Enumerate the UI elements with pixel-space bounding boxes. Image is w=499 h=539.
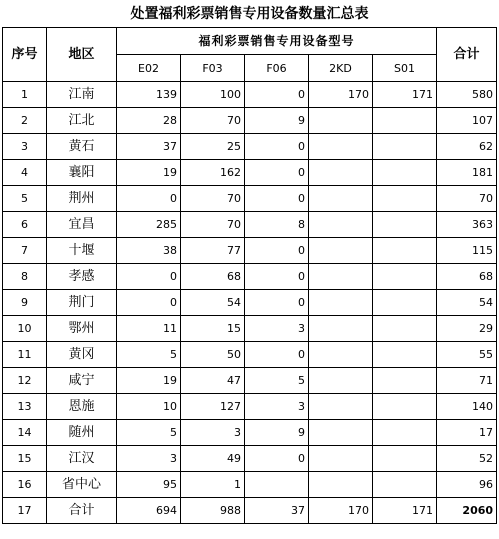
row-value-e02: 139 (117, 82, 181, 108)
row-region: 十堰 (47, 238, 117, 264)
row-total: 181 (437, 160, 497, 186)
row-value-f03: 127 (181, 394, 245, 420)
row-value-f03: 988 (181, 498, 245, 524)
row-value-2kd (309, 342, 373, 368)
row-value-f03: 50 (181, 342, 245, 368)
row-seq: 15 (3, 446, 47, 472)
table-row (3, 82, 497, 108)
row-seq: 2 (3, 108, 47, 134)
table-row (3, 212, 497, 238)
row-seq: 16 (3, 472, 47, 498)
row-value-e02: 285 (117, 212, 181, 238)
row-seq: 10 (3, 316, 47, 342)
row-region: 荆门 (47, 290, 117, 316)
row-seq: 5 (3, 186, 47, 212)
row-value-2kd (309, 238, 373, 264)
row-value-f03: 15 (181, 316, 245, 342)
row-region: 江汉 (47, 446, 117, 472)
row-value-e02: 5 (117, 420, 181, 446)
row-region: 咸宁 (47, 368, 117, 394)
table-row (3, 160, 497, 186)
row-value-s01 (373, 108, 437, 134)
row-total: 29 (437, 316, 497, 342)
row-value-2kd (309, 108, 373, 134)
row-value-f03: 100 (181, 82, 245, 108)
row-value-f03: 54 (181, 290, 245, 316)
header-total: 合计 (437, 28, 497, 82)
table-row (3, 134, 497, 160)
row-value-f06: 0 (245, 134, 309, 160)
row-value-e02: 37 (117, 134, 181, 160)
row-value-f03: 3 (181, 420, 245, 446)
summary-table (2, 27, 497, 524)
header-model-f03: F03 (181, 55, 245, 82)
row-value-s01 (373, 342, 437, 368)
row-value-s01 (373, 368, 437, 394)
row-region: 江南 (47, 82, 117, 108)
row-value-f06: 3 (245, 316, 309, 342)
row-region: 恩施 (47, 394, 117, 420)
row-region: 襄阳 (47, 160, 117, 186)
row-total: 96 (437, 472, 497, 498)
row-value-2kd (309, 212, 373, 238)
row-total: 140 (437, 394, 497, 420)
table-row (3, 264, 497, 290)
row-value-s01 (373, 264, 437, 290)
row-value-2kd (309, 316, 373, 342)
row-value-e02: 0 (117, 264, 181, 290)
row-value-s01 (373, 290, 437, 316)
table-row (3, 394, 497, 420)
row-region: 孝感 (47, 264, 117, 290)
row-value-f03: 25 (181, 134, 245, 160)
row-value-e02: 10 (117, 394, 181, 420)
row-value-s01: 171 (373, 82, 437, 108)
row-region: 随州 (47, 420, 117, 446)
row-value-s01 (373, 316, 437, 342)
header-model-s01: S01 (373, 55, 437, 82)
row-seq: 6 (3, 212, 47, 238)
row-value-2kd (309, 264, 373, 290)
row-value-s01: 171 (373, 498, 437, 524)
row-value-f06: 0 (245, 342, 309, 368)
header-seq: 序号 (3, 28, 47, 82)
header-model-2kd: 2KD (309, 55, 373, 82)
row-value-s01 (373, 472, 437, 498)
row-region: 合计 (47, 498, 117, 524)
header-model-e02: E02 (117, 55, 181, 82)
row-total: 115 (437, 238, 497, 264)
row-value-f03: 68 (181, 264, 245, 290)
row-seq: 11 (3, 342, 47, 368)
row-region: 荆州 (47, 186, 117, 212)
row-value-2kd (309, 420, 373, 446)
row-value-f03: 77 (181, 238, 245, 264)
row-value-f03: 70 (181, 108, 245, 134)
row-seq: 17 (3, 498, 47, 524)
row-value-f06: 5 (245, 368, 309, 394)
row-seq: 4 (3, 160, 47, 186)
table-row (3, 290, 497, 316)
row-value-e02: 0 (117, 290, 181, 316)
row-value-f03: 70 (181, 186, 245, 212)
row-value-f06: 0 (245, 446, 309, 472)
row-total: 52 (437, 446, 497, 472)
row-value-s01 (373, 134, 437, 160)
row-value-2kd (309, 134, 373, 160)
row-region: 黄石 (47, 134, 117, 160)
row-value-f06: 9 (245, 420, 309, 446)
row-value-e02: 19 (117, 368, 181, 394)
row-value-e02: 38 (117, 238, 181, 264)
row-value-s01 (373, 160, 437, 186)
row-value-2kd (309, 186, 373, 212)
row-value-f06: 8 (245, 212, 309, 238)
row-value-f06: 0 (245, 186, 309, 212)
row-total: 55 (437, 342, 497, 368)
row-region: 江北 (47, 108, 117, 134)
table-row (3, 108, 497, 134)
row-region: 省中心 (47, 472, 117, 498)
header-row-1 (3, 28, 497, 55)
table-row (3, 498, 497, 524)
table-row (3, 368, 497, 394)
row-value-f06: 37 (245, 498, 309, 524)
row-value-f03: 162 (181, 160, 245, 186)
row-value-2kd (309, 290, 373, 316)
row-total: 107 (437, 108, 497, 134)
row-total: 54 (437, 290, 497, 316)
row-value-f06: 0 (245, 82, 309, 108)
row-value-f03: 1 (181, 472, 245, 498)
row-total: 580 (437, 82, 497, 108)
row-seq: 9 (3, 290, 47, 316)
row-total: 62 (437, 134, 497, 160)
row-value-2kd: 170 (309, 498, 373, 524)
header-region: 地区 (47, 28, 117, 82)
table-body (3, 82, 497, 524)
row-region: 宜昌 (47, 212, 117, 238)
table-row (3, 186, 497, 212)
row-seq: 1 (3, 82, 47, 108)
table-row (3, 238, 497, 264)
header-model-group: 福利彩票销售专用设备型号 (117, 28, 437, 55)
row-seq: 7 (3, 238, 47, 264)
row-value-f06: 3 (245, 394, 309, 420)
row-total: 68 (437, 264, 497, 290)
row-total: 363 (437, 212, 497, 238)
row-region: 黄冈 (47, 342, 117, 368)
row-value-2kd (309, 160, 373, 186)
row-value-e02: 19 (117, 160, 181, 186)
row-value-2kd (309, 472, 373, 498)
row-value-f06: 0 (245, 290, 309, 316)
row-value-f06: 0 (245, 264, 309, 290)
row-seq: 3 (3, 134, 47, 160)
row-value-s01 (373, 238, 437, 264)
table-row (3, 342, 497, 368)
row-value-e02: 28 (117, 108, 181, 134)
row-value-f03: 49 (181, 446, 245, 472)
row-value-s01 (373, 186, 437, 212)
row-value-f06: 0 (245, 238, 309, 264)
row-value-e02: 11 (117, 316, 181, 342)
table-title: 处置福利彩票销售专用设备数量汇总表 (130, 6, 369, 22)
row-seq: 12 (3, 368, 47, 394)
row-value-s01 (373, 446, 437, 472)
row-total: 70 (437, 186, 497, 212)
row-value-f03: 47 (181, 368, 245, 394)
table-row (3, 316, 497, 342)
row-value-e02: 694 (117, 498, 181, 524)
header-model-f06: F06 (245, 55, 309, 82)
row-seq: 14 (3, 420, 47, 446)
row-value-e02: 0 (117, 186, 181, 212)
row-value-s01 (373, 394, 437, 420)
row-region: 鄂州 (47, 316, 117, 342)
row-total: 2060 (437, 498, 497, 524)
row-total: 17 (437, 420, 497, 446)
row-seq: 13 (3, 394, 47, 420)
row-value-2kd: 170 (309, 82, 373, 108)
row-value-2kd (309, 446, 373, 472)
row-value-2kd (309, 394, 373, 420)
row-value-f06: 9 (245, 108, 309, 134)
row-value-f03: 70 (181, 212, 245, 238)
row-value-s01 (373, 212, 437, 238)
table-row (3, 420, 497, 446)
table-row (3, 446, 497, 472)
row-value-f06: 0 (245, 160, 309, 186)
row-total: 71 (437, 368, 497, 394)
row-value-2kd (309, 368, 373, 394)
row-value-s01 (373, 420, 437, 446)
row-seq: 8 (3, 264, 47, 290)
row-value-f06 (245, 472, 309, 498)
row-value-e02: 3 (117, 446, 181, 472)
table-row (3, 472, 497, 498)
row-value-e02: 5 (117, 342, 181, 368)
row-value-e02: 95 (117, 472, 181, 498)
